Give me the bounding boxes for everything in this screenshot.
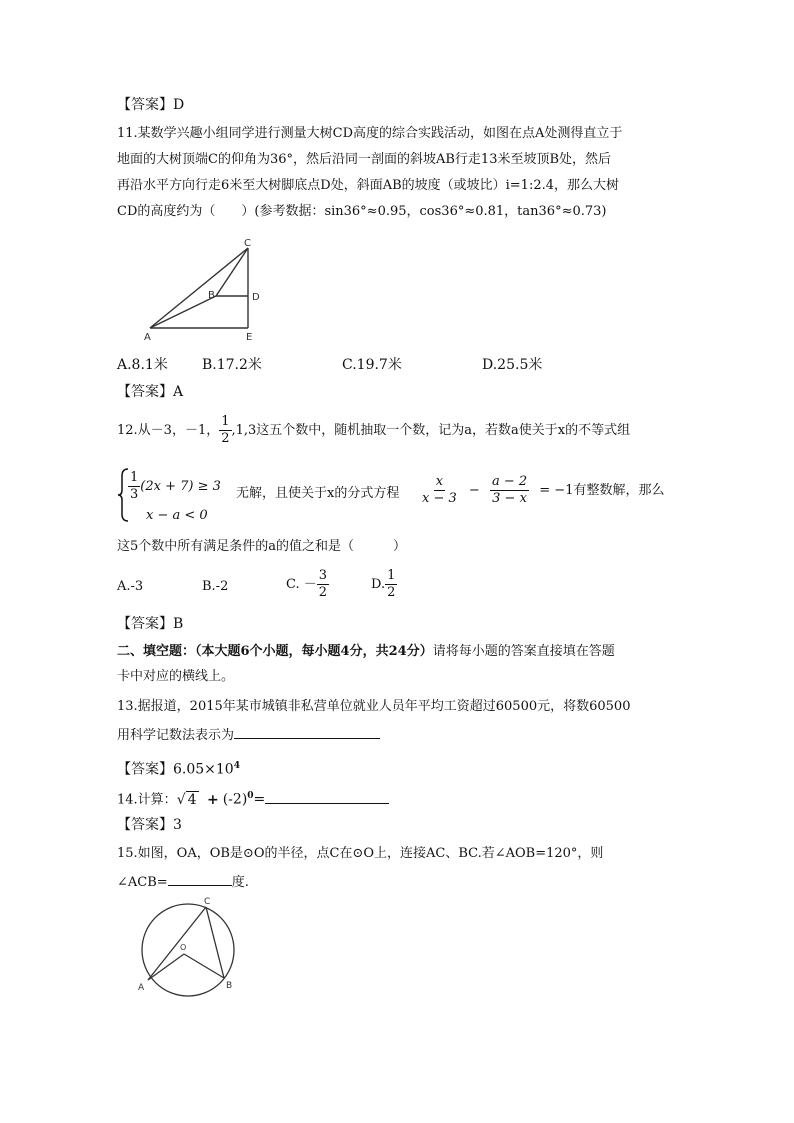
- answer-exponent: 4: [233, 761, 240, 771]
- inequality-2: x − a < 0: [146, 508, 208, 523]
- q11-tree-slope-figure: [140, 240, 300, 350]
- answer-label: 【答案】: [117, 97, 173, 113]
- line-BC: [216, 248, 248, 296]
- label-C: C: [244, 238, 251, 249]
- fraction-denominator: 3 − x: [492, 491, 527, 506]
- inequality-1: [128, 470, 221, 503]
- fraction-numerator: a − 2: [491, 474, 528, 489]
- equals-sign: =: [253, 791, 266, 808]
- answer-value: A: [173, 384, 184, 400]
- q12-prefix: 12.从－3，－1，: [117, 423, 220, 438]
- q12-option-c: [286, 568, 329, 601]
- chord-AC: [148, 907, 206, 980]
- q12-option-d: [371, 568, 397, 601]
- q11-option-a: A.8.1米: [117, 357, 168, 373]
- q11-option-d: D.25.5米: [482, 357, 543, 373]
- answer-blank: [168, 871, 232, 886]
- section-2-instructions: 请将每小题的答案直接填在答题: [432, 644, 615, 659]
- fraction-denominator: 2: [387, 585, 396, 600]
- line-AC: [150, 248, 248, 328]
- option-c-prefix: C. －: [286, 577, 317, 592]
- q11-text-line-1: 11.某数学兴趣小组同学进行测量大树CD高度的综合实践活动，如图在点A处测得直立于: [117, 126, 623, 141]
- q15-text-line-1: 15.如图，OA，OB是⊙O的半径，点C在⊙O上，连接AC、BC.若∠AOB=120°，则: [117, 846, 604, 861]
- answer-value: D: [173, 97, 185, 113]
- fraction-denominator: x − 3: [422, 491, 457, 506]
- q13-text-line-2: [117, 724, 380, 745]
- q12-option-a: A.-3: [117, 579, 144, 594]
- answer-label: 【答案】: [117, 384, 173, 400]
- q14-text-line: [117, 787, 389, 810]
- fraction-one-half: [219, 414, 231, 447]
- plus-sign: +: [206, 791, 219, 808]
- q14-prefix: 14.计算：: [117, 792, 177, 808]
- q12-after-half: ,1,3这五个数中，随机抽取一个数，记为a，若数a使关于x的不等式组: [231, 423, 631, 438]
- q12-mid-text: 无解，且使关于x的分式方程: [236, 486, 400, 501]
- label-A: A: [144, 332, 151, 343]
- section-2-heading-line-2: 卡中对应的横线上。: [117, 669, 235, 684]
- fraction-numerator: 1: [221, 414, 230, 429]
- answer-label: 【答案】: [117, 761, 173, 778]
- minus-sign: −: [468, 483, 480, 498]
- fraction-numerator: 1: [130, 470, 139, 485]
- fraction-numerator: 1: [387, 568, 396, 583]
- inequality-1-rest: (2x + 7) ≥ 3: [140, 479, 221, 494]
- answer-label: 【答案】: [117, 817, 173, 833]
- radicand: 4: [187, 791, 197, 808]
- q10-answer-line: [117, 96, 184, 114]
- answer-value: B: [173, 616, 184, 632]
- q12-answer-line: [117, 615, 183, 633]
- label-C: C: [204, 897, 211, 907]
- sqrt-icon: √: [176, 791, 186, 808]
- power-base: (-2): [222, 791, 248, 808]
- equation-fraction-1: [420, 474, 459, 507]
- section-2-note: （本大题6个小题，每小题4分，共24分）: [195, 644, 433, 659]
- label-B: B: [208, 290, 215, 301]
- q14-answer-line: [117, 816, 182, 834]
- radius-OB: [184, 954, 224, 978]
- fraction-one-half: [385, 568, 397, 601]
- q11-option-b: B.17.2米: [202, 357, 262, 373]
- label-B: B: [226, 981, 233, 991]
- q13-answer-line: [117, 757, 240, 779]
- q11-text-line-4: CD的高度约为（ ）(参考数据：sin36°≈0.95，cos36°≈0.81，tan36°≈0.73): [117, 204, 607, 219]
- fraction-one-third: [128, 470, 140, 503]
- answer-label: 【答案】: [117, 616, 173, 632]
- q15-text-line-2: [117, 871, 249, 892]
- answer-blank: [234, 724, 380, 739]
- q13-prompt: 用科学记数法表示为: [117, 728, 235, 743]
- q15-circle-figure: [128, 898, 248, 1008]
- circle-O: [142, 904, 234, 996]
- equation-fraction-2: [490, 474, 529, 507]
- section-2-heading-line-1: [117, 643, 615, 661]
- option-d-prefix: D.: [371, 577, 386, 592]
- equation-rhs: = −1有整数解，那么: [539, 483, 665, 498]
- label-A: A: [138, 983, 145, 993]
- fraction-denominator: 2: [318, 585, 328, 600]
- q11-text-line-2: 地面的大树顶端C的仰角为36°，然后沿同一剖面的斜坡AB行走13米至坡顶B处，然后: [117, 152, 612, 167]
- q15-prefix: ∠ACB=: [117, 875, 168, 890]
- section-2-title: 二、填空题：: [117, 644, 196, 659]
- answer-blank: [265, 789, 389, 804]
- label-D: D: [252, 292, 260, 303]
- q11-text-line-3: 再沿水平方向行走6米至大树脚底点D处，斜面AB的坡度（或坡比）i=1:2.4，那么大树: [117, 178, 620, 193]
- answer-value: 6.05×10: [173, 761, 234, 778]
- q15-suffix: 度.: [231, 875, 249, 890]
- q12-option-b: B.-2: [202, 579, 229, 594]
- power-exponent: 0: [247, 791, 254, 801]
- fraction-denominator: 3: [130, 487, 139, 502]
- fraction-numerator: 3: [318, 568, 328, 583]
- q13-text-line-1: 13.据报道，2015年某市城镇非私营单位就业人员年平均工资超过60500元，将数60500: [117, 699, 631, 714]
- q12-text-line-3: 这5个数中所有满足条件的a的值之和是（ ）: [117, 539, 407, 554]
- fraction-three-halves: [317, 568, 329, 601]
- label-E: E: [246, 332, 253, 343]
- fraction-numerator: x: [435, 474, 444, 489]
- fraction-denominator: 2: [221, 431, 230, 446]
- q11-answer-line: [117, 383, 183, 401]
- fractional-equation: [420, 474, 664, 507]
- label-O: O: [180, 943, 187, 952]
- answer-value: 3: [173, 817, 182, 833]
- sqrt-expression: [177, 791, 199, 809]
- q11-option-c: C.19.7米: [342, 357, 402, 373]
- q12-text-line-1: [117, 413, 630, 449]
